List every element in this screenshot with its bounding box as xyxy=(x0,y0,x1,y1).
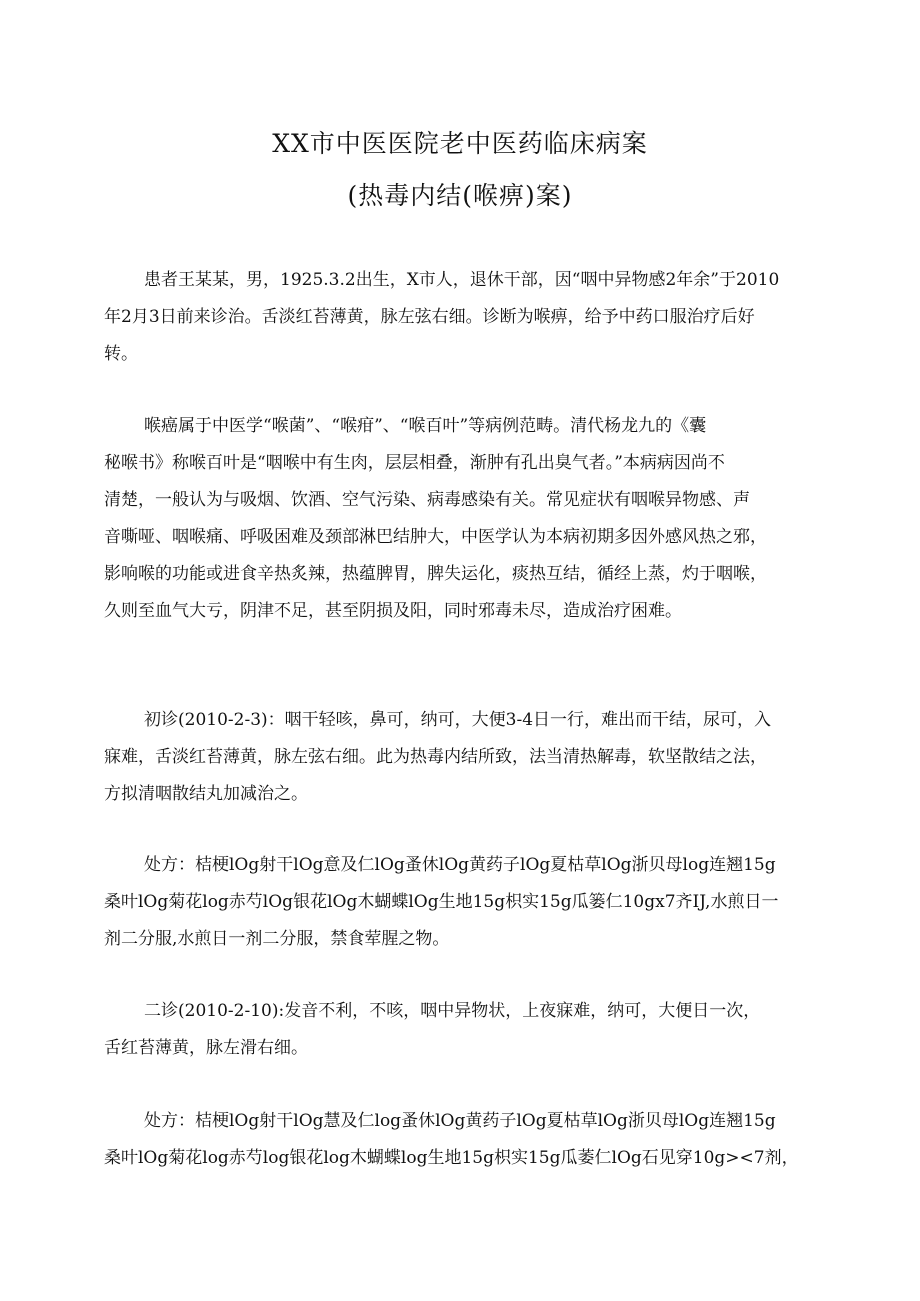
text-line: 影响喉的功能或进食辛热炙辣，热蕴脾胃，脾失运化，痰热互结，循经上蒸，灼于咽喉， xyxy=(104,564,767,584)
text-line: 处方：桔梗lOg射干lOg意及仁lOg蚤休lOg黄药子lOg夏枯草lOg浙贝母log连翘15g xyxy=(144,855,776,875)
title-line-2: (热毒内结(喉痹)案) xyxy=(347,181,573,210)
paragraph-prescription-1 xyxy=(104,847,818,958)
text-line: 初诊(2010-2-3)：咽干轻咳，鼻可，纳可，大便3-4日一行，难出而干结，尿可，入 xyxy=(144,710,772,730)
text-line: 方拟清咽散结丸加减治之。 xyxy=(104,784,308,804)
text-line: 剂二分服,水煎日一剂二分服，禁食荤腥之物。 xyxy=(104,929,450,949)
paragraph-disease-background xyxy=(104,408,818,630)
paragraph-prescription-2 xyxy=(104,1103,818,1177)
text-line: 舌红苔薄黄，脉左滑右细。 xyxy=(104,1038,308,1058)
text-line: 桑叶lOg菊花log赤芍lOg银花lOg木蝴蝶lOg生地15g枳实15g瓜篓仁10gx7齐IJ,水煎日一 xyxy=(104,892,779,912)
paragraph-first-visit xyxy=(104,702,818,813)
text-line: 处方：桔梗lOg射干lOg慧及仁log蚤休lOg黄药子lOg夏枯草lOg浙贝母lOg连翘15g xyxy=(144,1111,776,1131)
text-line: 喉癌属于中医学“喉菌”、“喉疳”、“喉百叶”等病例范畴。清代杨龙九的《囊 xyxy=(144,416,707,436)
text-line: 桑叶lOg菊花log赤芍log银花log木蝴蝶log生地15g枳实15g瓜萎仁lOg石见穿10g><7剂， xyxy=(104,1148,799,1168)
text-line: 转。 xyxy=(104,344,138,364)
text-line: 音嘶哑、咽喉痛、呼吸困难及颈部淋巴结肿大，中医学认为本病初期多因外感风热之邪， xyxy=(104,527,767,547)
text-line: 患者王某某，男，1925.3.2出生，X市人，退休干部，因“咽中异物感2年余”于2010 xyxy=(144,270,780,290)
text-line: 二诊(2010-2-10):发音不利，不咳，咽中异物状，上夜寐难，纳可，大便日一次， xyxy=(144,1001,761,1021)
text-line: 清楚，一般认为与吸烟、饮酒、空气污染、病毒感染有关。常见症状有咽喉异物感、声 xyxy=(104,490,750,510)
title-line-1: XX市中医医院老中医药临床病案 xyxy=(272,129,648,158)
text-line: 久则至血气大亏，阴津不足，甚至阴损及阳，同时邪毒未尽，造成治疗困难。 xyxy=(104,601,682,621)
paragraph-patient-info xyxy=(104,262,818,373)
text-line: 年2月3日前来诊治。舌淡红苔薄黄，脉左弦右细。诊断为喉痹，给予中药口服治疗后好 xyxy=(104,307,755,327)
text-line: 寐难，舌淡红苔薄黄，脉左弦右细。此为热毒内结所致，法当清热解毒，软坚散结之法， xyxy=(104,747,767,767)
paragraph-second-visit xyxy=(104,993,818,1067)
text-line: 秘喉书》称喉百叶是“咽喉中有生肉，层层相叠，渐肿有孔出臭气者。”本病病因尚不 xyxy=(104,453,725,473)
